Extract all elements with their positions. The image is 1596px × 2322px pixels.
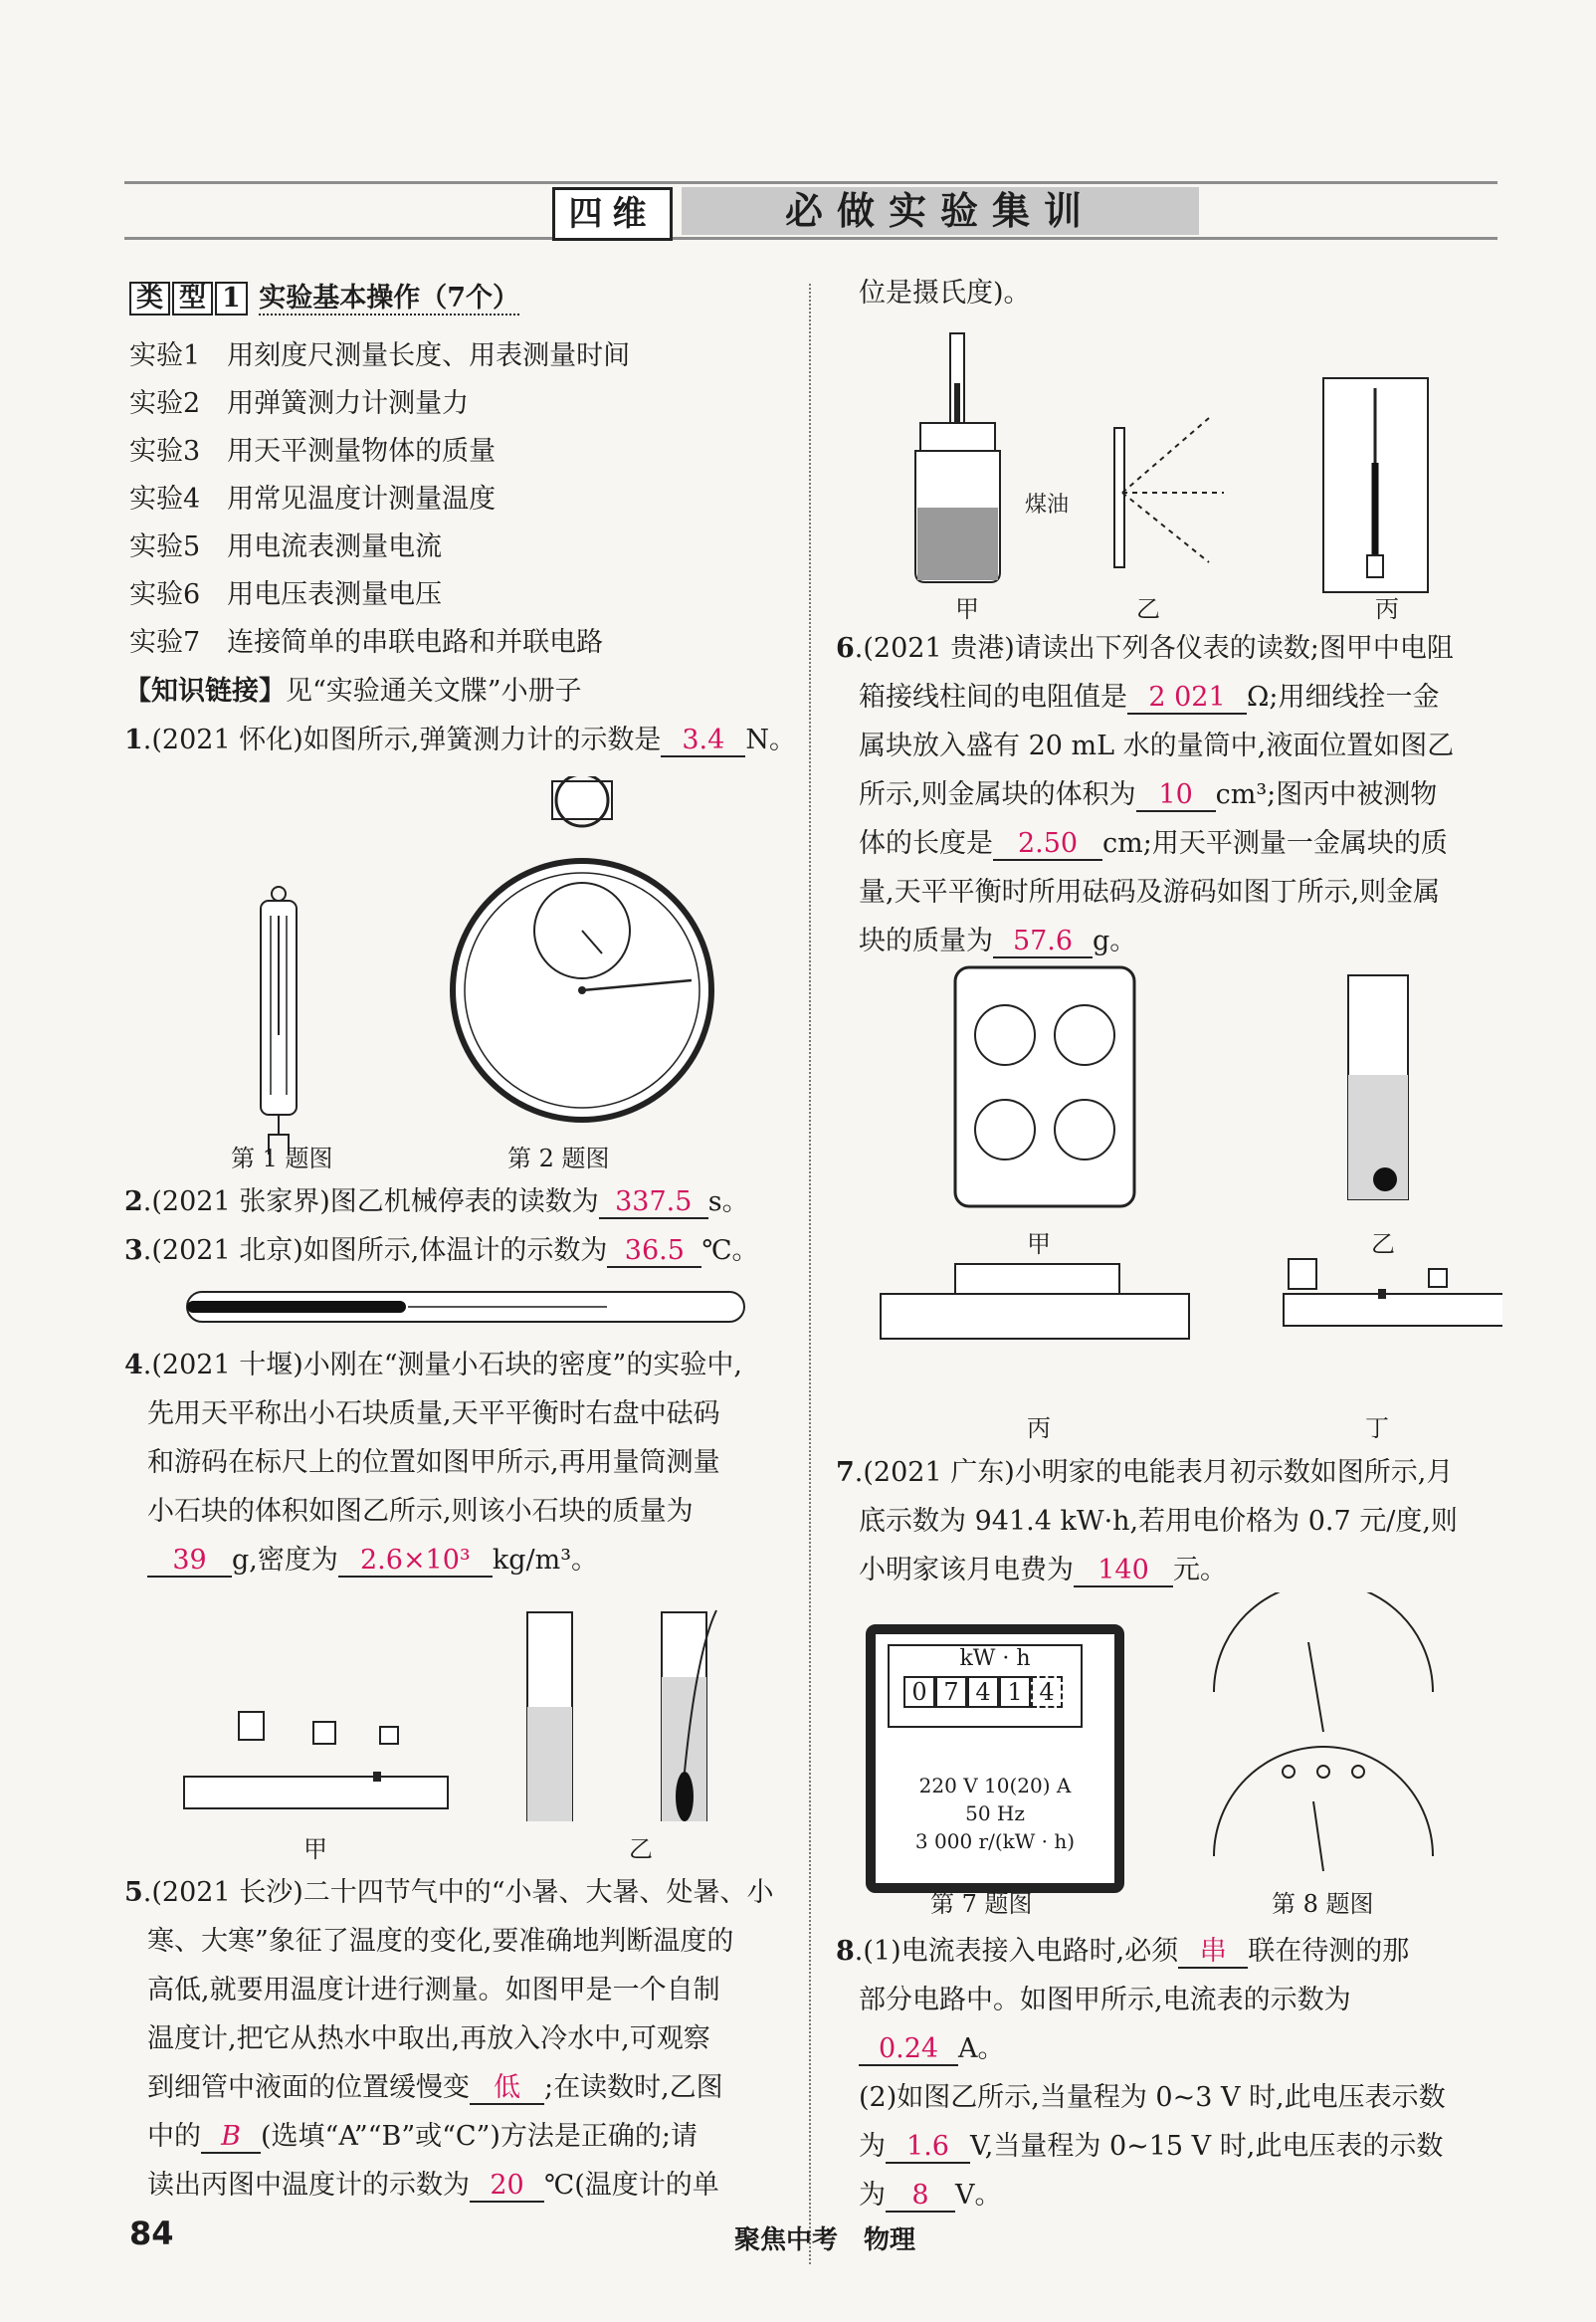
measuring-cylinder (1348, 975, 1408, 1199)
section-title: 类 型 1 实验基本操作（7个） (129, 282, 519, 316)
question-8-line-1: 8.(1)电流表接入电路时,必须 串 联在待测的那 (836, 1936, 1410, 1967)
book-title: 聚焦中考 物理 (734, 2225, 916, 2255)
experiment-6: 实验6 用电压表测量电压 (129, 579, 443, 610)
question-7-line-3: 小明家该月电费为 140 元。 (859, 1555, 1227, 1585)
question-5-line-7: 读出丙图中温度计的示数为 20 ℃(温度计的单 (147, 2170, 719, 2201)
question-4-line-4: 小石块的体积如图乙所示,则该小石块的质量为 (147, 1496, 694, 1527)
question-2: 2.(2021 张家界)图乙机械停表的读数为 337.5 s。 (124, 1186, 749, 1217)
question-8-line-6: 为 8 V。 (859, 2180, 1002, 2211)
question-8-line-5: 为 1.6 V,当量程为 0~15 V 时,此电压表的示数 (859, 2131, 1444, 2162)
figure-6b-caption: 乙 (1371, 1230, 1395, 1258)
meter-spec-3: 3 000 r/(kW · h) (914, 1829, 1076, 1853)
header-left-label: 四维 (552, 187, 673, 241)
figure-5 (856, 328, 1512, 597)
figure-5c-caption: 丙 (1375, 595, 1399, 623)
figure-7-caption: 第 7 题图 (930, 1890, 1033, 1918)
measuring-cylinders (527, 1610, 716, 1821)
question-3: 3.(2021 北京)如图所示,体温计的示数为 36.5 ℃。 (124, 1235, 759, 1266)
figure-6a-caption: 甲 (1027, 1230, 1051, 1258)
figure-5b-caption: 乙 (1136, 595, 1160, 623)
figure-8-meters (1184, 1592, 1483, 1881)
figure-6c-caption: 丙 (1027, 1414, 1051, 1442)
header-right-label: 必做实验集训 (682, 187, 1199, 235)
question-4-line-2: 先用天平称出小石块质量,天平平衡时右盘中砝码 (147, 1398, 720, 1429)
experiment-7: 实验7 连接简单的串联电路和并联电路 (129, 627, 604, 658)
clinical-thermometer (179, 1284, 756, 1334)
question-8-line-3: 0.24 A。 (859, 2034, 1005, 2066)
resistance-box (955, 967, 1134, 1206)
figure-1-caption: 第 1 题图 (231, 1145, 333, 1172)
electric-meter (866, 1624, 1124, 1893)
figure-1-2 (239, 776, 816, 1155)
question-7-line-1: 7.(2021 广东)小明家的电能表月初示数如图所示,月 (836, 1457, 1454, 1488)
figure-4b-caption: 乙 (629, 1835, 653, 1863)
self-made-thermometer (915, 333, 1000, 582)
figure-8-caption: 第 8 题图 (1272, 1890, 1374, 1918)
question-6-line-5: 体的长度是 2.50 cm;用天平测量一金属块的质 (859, 828, 1448, 859)
question-6-line-2: 箱接线柱间的电阻值是 2 021 Ω;用细线拴一金 (859, 682, 1440, 713)
question-6-line-3: 属块放入盛有 20 mL 水的量筒中,液面位置如图乙 (859, 731, 1455, 761)
question-5-line-5: 到细管中液面的位置缓慢变 低 ;在读数时,乙图 (147, 2072, 723, 2103)
reading-methods (1114, 418, 1224, 567)
stopwatch (453, 776, 711, 1120)
experiment-4: 实验4 用常见温度计测量温度 (129, 484, 497, 515)
question-4-line-1: 4.(2021 十堰)小刚在“测量小石块的密度”的实验中, (124, 1350, 742, 1380)
question-8-line-4: (2)如图乙所示,当量程为 0~3 V 时,此电压表示数 (859, 2082, 1446, 2113)
question-6-line-6: 量,天平平衡时所用砝码及游码如图丁所示,则金属 (859, 877, 1441, 908)
question-6-line-1: 6.(2021 贵港)请读出下列各仪表的读数;图甲中电阻 (836, 633, 1454, 664)
experiment-1: 实验1 用刻度尺测量长度、用表测量时间 (129, 340, 631, 371)
page-number: 84 (129, 2215, 174, 2252)
figure-2-caption: 第 2 题图 (507, 1145, 610, 1172)
section-header (124, 181, 1497, 241)
question-5-line-3: 高低,就要用温度计进行测量。如图甲是一个自制 (147, 1975, 720, 2005)
figure-6 (866, 965, 1502, 1383)
ruler (881, 1264, 1189, 1339)
question-7-line-2: 底示数为 941.4 kW·h,若用电价格为 0.7 元/度,则 (859, 1506, 1458, 1537)
question-5-line-1: 5.(2021 长沙)二十四节气中的“小暑、大暑、处暑、小 (124, 1877, 774, 1908)
balance-rule (184, 1712, 448, 1808)
meter-spec-2: 50 Hz (965, 1801, 1025, 1825)
question-4-line-3: 和游码在标尺上的位置如图甲所示,再用量筒测量 (147, 1447, 720, 1478)
column-divider (809, 284, 811, 2264)
ammeter (1214, 1592, 1433, 1778)
knowledge-link: 【知识链接】见“实验通关文牒”小册子 (124, 676, 582, 707)
question-5-continued: 位是摄氏度)。 (859, 278, 1031, 309)
meter-unit: kW · h (959, 1646, 1031, 1671)
experiment-3: 实验3 用天平测量物体的质量 (129, 436, 497, 467)
figure-5a-caption: 甲 (955, 595, 979, 623)
thermometer-c (1323, 378, 1428, 592)
figure-6d-caption: 丁 (1365, 1414, 1389, 1442)
meter-digits: 0 7 4 1 4 (903, 1676, 1063, 1708)
question-5-line-4: 温度计,把它从热水中取出,再放入冷水中,可观察 (147, 2023, 710, 2054)
question-6-line-4: 所示,则金属块的体积为 10 cm³;图丙中被测物 (859, 779, 1438, 810)
question-6-line-7: 块的质量为 57.6 g。 (859, 926, 1137, 956)
spring-scale (261, 887, 297, 1155)
figure-4a-caption: 甲 (303, 1835, 327, 1863)
figure-4 (179, 1592, 776, 1821)
question-5-line-2: 寒、大寒”象征了温度的变化,要准确地判断温度的 (147, 1926, 734, 1957)
question-4-line-5: 39 g,密度为 2.6×10³ kg/m³。 (147, 1546, 598, 1578)
question-1: 1.(2021 怀化)如图所示,弹簧测力计的示数是 3.4 N。 (124, 725, 796, 755)
experiment-2: 实验2 用弹簧测力计测量力 (129, 388, 470, 419)
question-8-line-2: 部分电路中。如图甲所示,电流表的示数为 (859, 1985, 1351, 2015)
meter-spec-1: 220 V 10(20) A (918, 1774, 1072, 1797)
balance-rule-2 (1284, 1259, 1502, 1326)
kerosene-label: 煤油 (1025, 493, 1070, 518)
question-5-line-6: 中的 B (选填“A”“B”或“C”)方法是正确的;请 (147, 2121, 698, 2152)
experiment-5: 实验5 用电流表测量电流 (129, 531, 443, 562)
